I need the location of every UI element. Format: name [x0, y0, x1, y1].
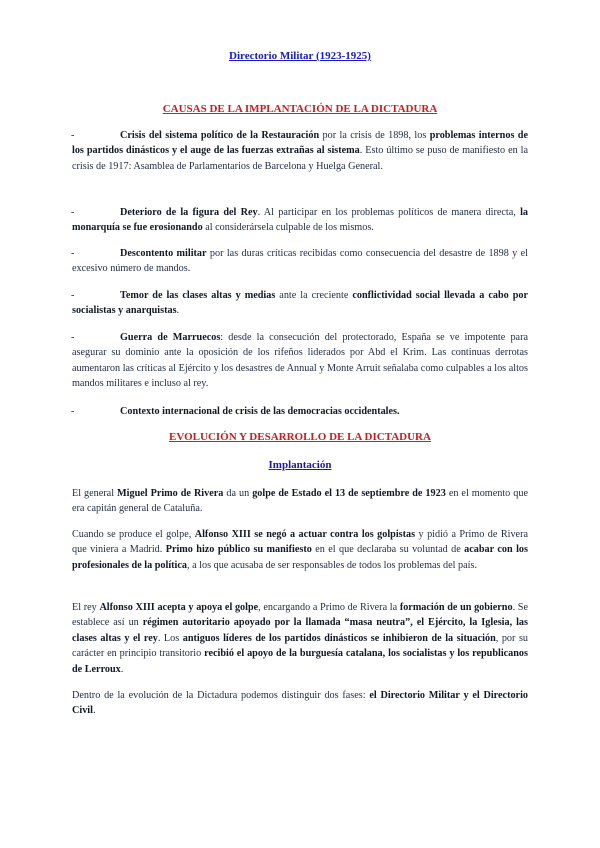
text-run: en el que declaraba su voluntad de — [311, 544, 465, 556]
cause-item — [72, 246, 528, 277]
bold-text: Alfonso XIII acepta y apoya el golpe — [99, 602, 259, 613]
bold-text: la monarquía se fue erosionando — [72, 207, 528, 234]
text-run: . — [120, 663, 124, 675]
list-dash: - — [71, 248, 75, 259]
text-run: en el momento que era capitán general de Cataluña. — [72, 488, 528, 515]
text-run: . Se establece así un — [72, 602, 528, 629]
bold-text: antiguos líderes de los partidos dinásticos se inhibieron de la situación — [182, 632, 496, 644]
text-run: y pidió a Primo de Rivera que viniera a Madrid. — [72, 529, 528, 556]
paragraph — [72, 486, 528, 517]
bold-text: formación de un gobierno — [399, 602, 513, 613]
bold-text: Miguel Primo de Rivera — [117, 488, 224, 499]
list-dash: - — [71, 332, 75, 343]
bold-text: Alfonso XIII se negó a actuar contra los golpistas — [194, 529, 416, 540]
section-title-evolution: EVOLUCIÓN Y DESARROLLO DE LA DICTADURA — [169, 431, 431, 443]
text-run: El general — [72, 488, 118, 499]
list-dash: - — [71, 290, 75, 301]
section-title-causes: CAUSAS DE LA IMPLANTACIÓN DE LA DICTADURA — [162, 103, 438, 115]
cause-item — [72, 330, 528, 392]
text-run: . — [92, 705, 96, 717]
bold-text: acabar con los profesionales de la política — [72, 544, 528, 571]
bold-text: recibió el apoyo de la burguesía catalana, los socialistas y los republicanos de Lerroux — [72, 648, 528, 675]
cause-item — [72, 288, 528, 319]
text-run: al considerársela culpable de los mismos. — [202, 222, 374, 234]
text-run: . Al participar en los problemas políticos de manera directa, — [257, 207, 521, 218]
text-run: Dentro de la evolución de la Dictadura podemos distinguir dos fases: — [72, 690, 370, 701]
document-title: Directorio Militar (1923-1925) — [229, 50, 371, 62]
text-run: , encargando a Primo de Rivera la — [258, 602, 400, 613]
bold-text: Deterioro de la figura del Rey — [120, 207, 258, 218]
bold-text: golpe de Estado el 13 de septiembre de 1923 — [252, 488, 446, 499]
text-run: El rey — [72, 602, 100, 613]
bold-text: Temor de las clases altas y medias — [120, 290, 276, 301]
bold-text: Guerra de Marruecos — [120, 332, 221, 343]
bold-text: problemas internos de los partidos dinásticos y el auge de las fuerzas extrañas al sistema — [72, 130, 528, 157]
cause-item — [72, 205, 528, 236]
bold-text: el Directorio Militar y el Directorio Civil — [72, 690, 528, 717]
text-run: , por su carácter en principio transitorio — [72, 632, 529, 660]
subsection-title-implantacion: Implantación — [268, 459, 332, 471]
paragraph — [72, 600, 528, 677]
list-dash: - — [71, 406, 75, 417]
bold-text: conflictividad social llevada a cabo por socialistas y anarquistas — [72, 290, 529, 317]
list-dash: - — [71, 130, 75, 141]
text-run: por la crisis de 1898, los — [319, 130, 430, 141]
text-run: . — [176, 305, 180, 317]
bold-text: Primo hizo público su manifiesto — [165, 544, 312, 556]
list-dash: - — [71, 207, 75, 218]
bold-text: régimen autoritario apoyado por la llamada “masa neutra”, el Ejército, la Iglesia, las clases altas y el rey — [72, 617, 528, 644]
text-run: ante la creciente — [275, 290, 353, 301]
paragraph — [72, 688, 528, 719]
text-run: da un — [223, 488, 253, 499]
text-run: por las duras críticas recibidas como consecuencia del desastre de 1898 y el excesivo número de mandos. — [72, 248, 528, 275]
text-run: : desde la consecución del protectorado, España se ve impotente para asegurar su dominio ante la oposición de los rifeños liderados por Abd el Krim. Las continuas derrotas aumentaron las críticas al Ejército y los desastres de Annual y Monte Arruit señalaba como culpables a los altos mandos militares e incluso al rey. — [72, 332, 528, 390]
text-run: , a los que acusaba de ser responsables de todos los problemas del país. — [187, 559, 477, 571]
text-run: . Esto último se puso de manifiesto en la crisis de 1917: Asamblea de Parlamentarios de Barcelona y Huelga General. — [72, 145, 528, 172]
bold-text: Crisis del sistema político de la Restauración — [120, 130, 320, 141]
text-run: . Los — [157, 632, 183, 644]
cause-item — [72, 404, 528, 419]
paragraph — [72, 527, 528, 573]
cause-item — [72, 128, 528, 174]
bold-text: Contexto internacional de crisis de las democracias occidentales. — [120, 406, 400, 417]
bold-text: Descontento militar — [120, 248, 207, 259]
text-run: Cuando se produce el golpe, — [72, 529, 195, 540]
